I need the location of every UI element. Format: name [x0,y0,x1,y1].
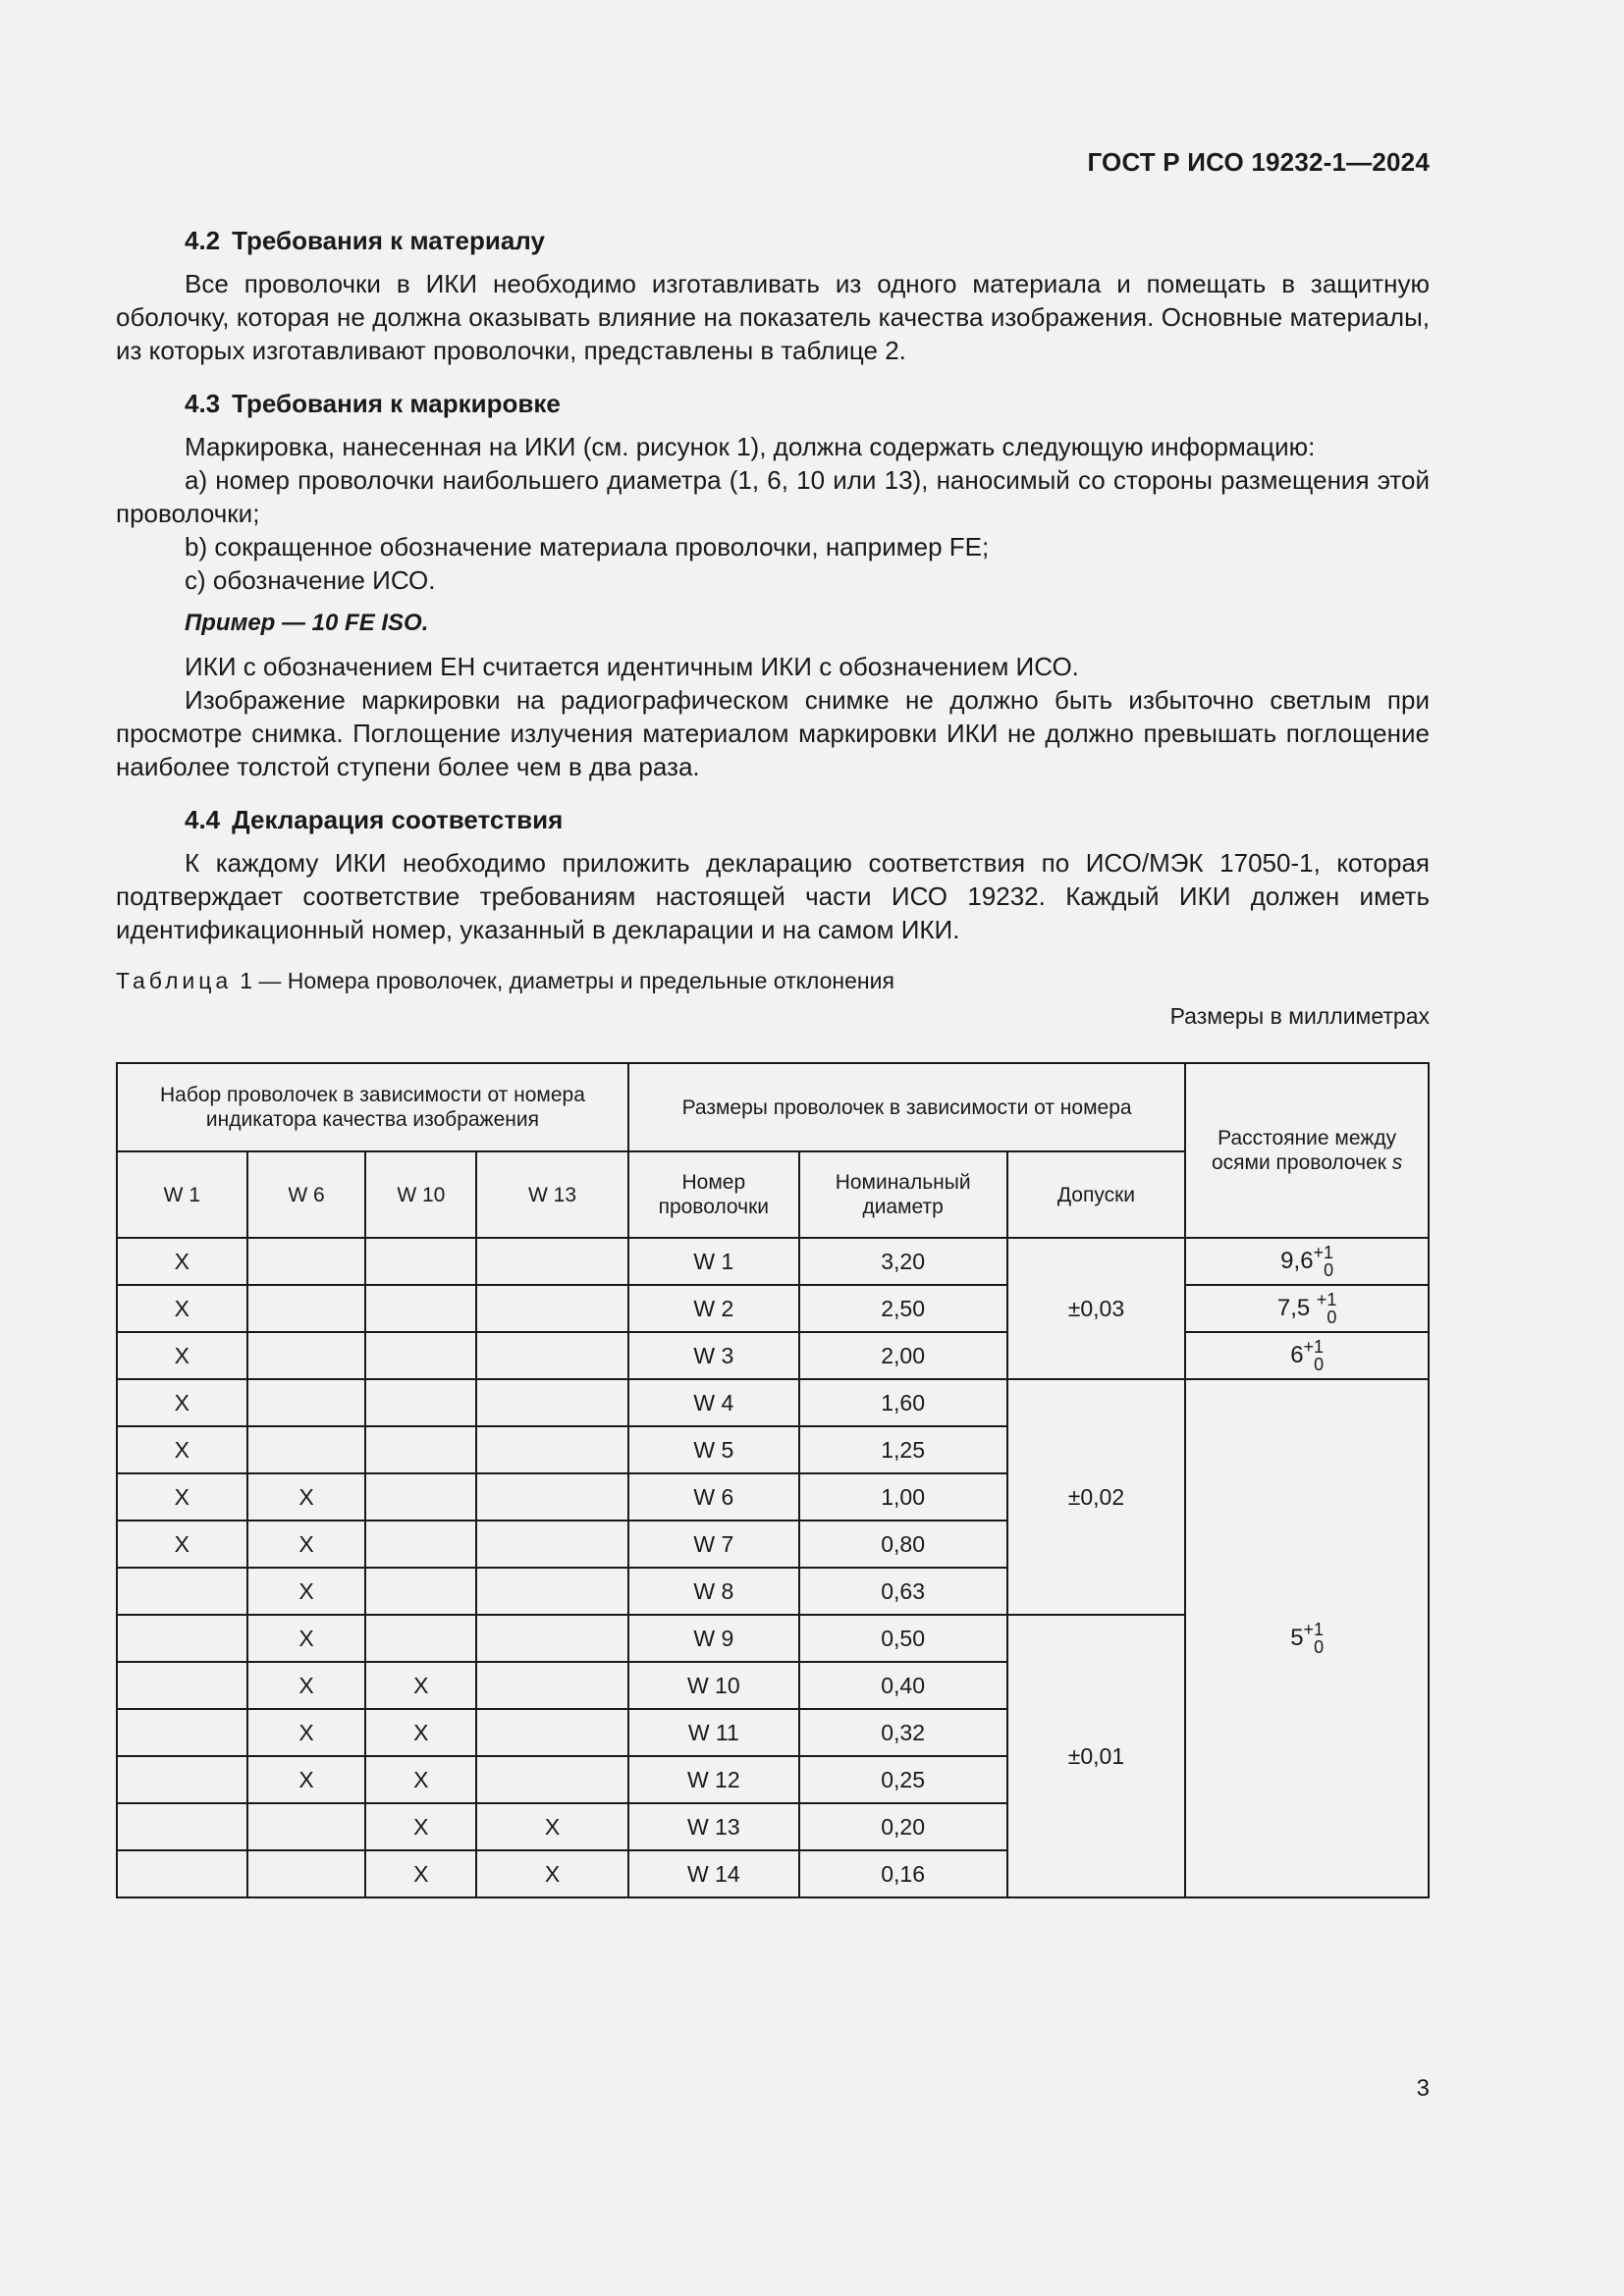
header-wire-distance [1185,1063,1429,1238]
cell-diameter: 0,63 [799,1568,1007,1615]
cell-w13 [476,1521,628,1568]
cell-diameter: 1,00 [799,1473,1007,1521]
cell-w13 [476,1285,628,1332]
cell-diameter: 0,32 [799,1709,1007,1756]
cell-wire-number: W 11 [628,1709,799,1756]
cell-w6 [247,1850,366,1897]
example-text: Пример — 10 FE ISO. [185,610,429,636]
page-content [116,224,1430,1031]
cell-w1 [117,1662,247,1709]
cell-w10: X [365,1850,476,1897]
cell-w10: X [365,1709,476,1756]
distance-minus: 0 [1326,1307,1337,1327]
cell-w1: X [117,1285,247,1332]
cell-diameter: 0,20 [799,1803,1007,1850]
cell-w1 [117,1756,247,1803]
section-number: 4.2 [185,226,221,255]
cell-w10: X [365,1756,476,1803]
cell-tolerance: ±0,01 [1007,1615,1186,1897]
page-number: 3 [1416,2075,1430,2102]
cell-wire-number: W 10 [628,1662,799,1709]
cell-wire-number: W 1 [628,1238,799,1285]
cell-w6: X [247,1615,366,1662]
cell-w13: X [476,1803,628,1850]
cell-w1 [117,1850,247,1897]
cell-wire-number: W 14 [628,1850,799,1897]
cell-w13 [476,1332,628,1379]
distance-base: 5 [1290,1624,1304,1651]
cell-distance [1185,1285,1429,1332]
section-number: 4.4 [185,805,221,834]
cell-w13 [476,1379,628,1426]
distance-plus: +1 [1303,1619,1325,1639]
cell-w10 [365,1473,476,1521]
cell-w1: X [117,1238,247,1285]
cell-diameter: 0,25 [799,1756,1007,1803]
distance-minus: 0 [1314,1636,1325,1657]
distance-base: 9,6 [1280,1247,1314,1274]
wire-table [116,1062,1430,1898]
cell-diameter: 0,50 [799,1615,1007,1662]
cell-w13 [476,1756,628,1803]
distance-plus: +1 [1303,1336,1325,1357]
section-heading [116,224,1430,257]
cell-w1: X [117,1521,247,1568]
cell-w1: X [117,1426,247,1473]
header-w10: W 10 [365,1151,476,1238]
cell-w6: X [247,1709,366,1756]
cell-w1 [117,1709,247,1756]
list-item: c) обозначение ИСО. [185,565,436,595]
cell-w6: X [247,1662,366,1709]
cell-w6 [247,1803,366,1850]
cell-diameter: 3,20 [799,1238,1007,1285]
cell-wire-number: W 13 [628,1803,799,1850]
cell-w13 [476,1238,628,1285]
distance-base: 6 [1290,1341,1304,1368]
cell-w13 [476,1662,628,1709]
table-caption-label: Таблица [116,968,233,993]
cell-w1: X [117,1379,247,1426]
cell-wire-number: W 5 [628,1426,799,1473]
header-wire-set: Набор проволочек в зависимости от номера индикатора качества изображения [117,1063,628,1151]
section-title: Требования к маркировке [232,389,561,418]
cell-w10 [365,1379,476,1426]
document-number-header: ГОСТ Р ИСО 19232-1—2024 [1087,147,1430,177]
paragraph: ИКИ с обозначением ЕН считается идентичным ИКИ с обозначением ИСО. [185,652,1079,681]
cell-w10 [365,1238,476,1285]
header-w1: W 1 [117,1151,247,1238]
cell-w10: X [365,1662,476,1709]
header-distance-symbol: s [1391,1151,1403,1174]
distance-plus: +1 [1316,1289,1337,1309]
cell-w10 [365,1521,476,1568]
header-w13: W 13 [476,1151,628,1238]
table-row [117,1238,1429,1285]
cell-wire-number: W 9 [628,1615,799,1662]
cell-wire-number: W 3 [628,1332,799,1379]
cell-w10 [365,1285,476,1332]
section-4-3 [116,387,1430,783]
cell-tolerance: ±0,03 [1007,1238,1186,1379]
section-heading [116,387,1430,420]
cell-w13 [476,1426,628,1473]
cell-w1 [117,1568,247,1615]
distance-minus: 0 [1314,1354,1325,1374]
header-tolerance: Допуски [1007,1151,1186,1238]
cell-distance [1185,1379,1429,1897]
cell-w13: X [476,1850,628,1897]
paragraph: К каждому ИКИ необходимо приложить декларацию соответствия по ИСО/МЭК 17050-1, которая подтверждает соответствие требованиям настоящей части ИСО 19232. Каждый ИКИ должен иметь идентификационный номер, указанный в декларации и на самом ИКИ. [116,848,1430,944]
section-4-2 [116,224,1430,367]
table-caption-text: 1 — Номера проволочек, диаметры и предельные отклонения [240,968,894,993]
cell-diameter: 1,25 [799,1426,1007,1473]
paragraph: Маркировка, нанесенная на ИКИ (см. рисунок 1), должна содержать следующую информацию: [185,432,1316,461]
distance-minus: 0 [1324,1259,1334,1280]
cell-w1 [117,1615,247,1662]
section-heading [116,803,1430,836]
cell-w1: X [117,1473,247,1521]
header-nominal-diameter: Номинальный диаметр [799,1151,1007,1238]
cell-wire-number: W 8 [628,1568,799,1615]
header-wire-number: Номер проволочки [628,1151,799,1238]
cell-w10: X [365,1803,476,1850]
cell-distance [1185,1332,1429,1379]
cell-w1: X [117,1332,247,1379]
cell-diameter: 2,00 [799,1332,1007,1379]
distance-base: 7,5 [1276,1294,1317,1321]
section-title: Декларация соответствия [232,805,564,834]
cell-w13 [476,1709,628,1756]
cell-wire-number: W 2 [628,1285,799,1332]
header-w6: W 6 [247,1151,366,1238]
table-row [117,1285,1429,1332]
cell-wire-number: W 12 [628,1756,799,1803]
cell-diameter: 0,40 [799,1662,1007,1709]
cell-w6: X [247,1756,366,1803]
table-row [117,1332,1429,1379]
paragraph: Изображение маркировки на радиографическом снимке не должно быть избыточно светлым при просмотре снимка. Поглощение излучения материалом маркировки ИКИ не должно превышать поглощение наиболее толстой ступени более чем в два раза. [116,685,1430,781]
table-units-note: Размеры в миллиметрах [1169,1003,1430,1029]
cell-w6 [247,1285,366,1332]
list-item: b) сокращенное обозначение материала проволочки, например FE; [185,532,990,561]
list-item: a) номер проволочки наибольшего диаметра (1, 6, 10 или 13), наносимый со стороны размещения этой проволочки; [116,465,1430,528]
cell-w10 [365,1426,476,1473]
cell-w10 [365,1615,476,1662]
cell-w13 [476,1568,628,1615]
cell-distance [1185,1238,1429,1285]
cell-wire-number: W 4 [628,1379,799,1426]
cell-w10 [365,1568,476,1615]
cell-w10 [365,1332,476,1379]
distance-plus: +1 [1313,1242,1334,1262]
cell-diameter: 0,80 [799,1521,1007,1568]
cell-w1 [117,1803,247,1850]
cell-diameter: 0,16 [799,1850,1007,1897]
cell-tolerance: ±0,02 [1007,1379,1186,1615]
header-distance-label: Расстояние между осями проволочек [1212,1127,1397,1174]
table-caption [116,966,1430,995]
section-4-4 [116,803,1430,946]
cell-wire-number: W 7 [628,1521,799,1568]
cell-w6 [247,1426,366,1473]
cell-w6: X [247,1568,366,1615]
header-wire-sizes: Размеры проволочек в зависимости от номера [628,1063,1185,1151]
cell-w6 [247,1332,366,1379]
paragraph: Все проволочки в ИКИ необходимо изготавливать из одного материала и помещать в защитную оболочку, которая не должна оказывать влияние на показатель качества изображения. Основные материалы, из которых изготавливают проволочки, представлены в таблице 2. [116,269,1430,365]
section-number: 4.3 [185,389,221,418]
cell-w6 [247,1379,366,1426]
cell-w6: X [247,1473,366,1521]
cell-diameter: 2,50 [799,1285,1007,1332]
cell-diameter: 1,60 [799,1379,1007,1426]
cell-w6 [247,1238,366,1285]
table-row [117,1379,1429,1426]
cell-w13 [476,1615,628,1662]
cell-w6: X [247,1521,366,1568]
cell-w13 [476,1473,628,1521]
cell-wire-number: W 6 [628,1473,799,1521]
section-title: Требования к материалу [232,226,545,255]
